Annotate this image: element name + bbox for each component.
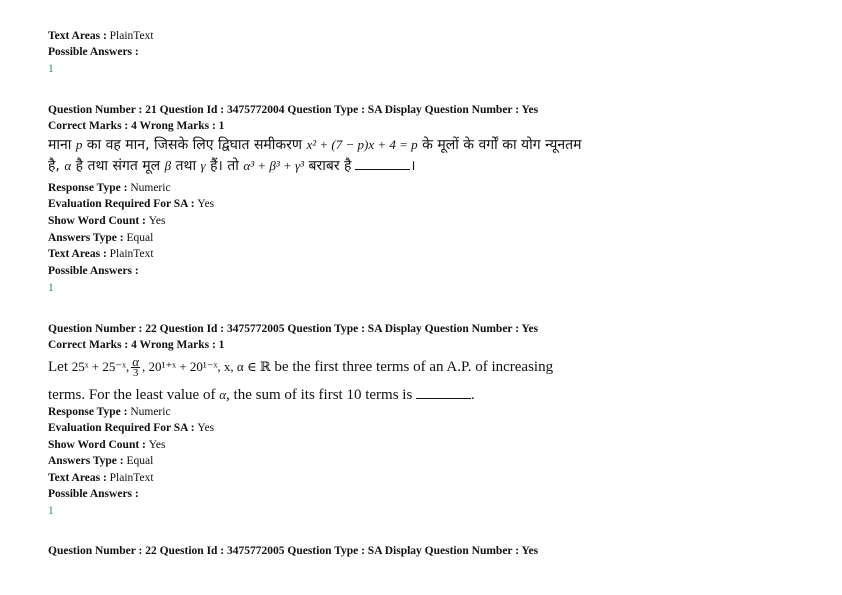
possible-answer: 1 — [48, 282, 54, 294]
question-header: Question Number : 22 Question Id : 3475772005 Question Type : SA Display Question Number : Yes — [48, 545, 539, 557]
text-areas-row: Text Areas : PlainText — [48, 472, 154, 484]
question-text-line-1: Let 25ˣ + 25⁻ˣ, $\frac{\alpha}{3}$ , 20¹⁺ˣ + 20¹⁻ˣ, x, α ∈ ℝ be the first three terms of an A.P. of increasing — [48, 354, 554, 379]
text-areas-label: Text Areas : — [48, 30, 110, 42]
fraction: $\frac{\alpha}{3}$ — [132, 354, 140, 379]
possible-answer: 1 — [48, 63, 54, 75]
answers-type-row: Answers Type : Equal — [48, 455, 154, 467]
word-count-row: Show Word Count : Yes — [48, 439, 166, 451]
question-text-line-2: है, α है तथा संगत मूल β तथा γ हैं। तो α³ + β³ + γ³ बराबर है । — [48, 158, 416, 174]
question-header: Question Number : 21 Question Id : 3475772004 Question Type : SA Display Question Number : Yes — [48, 104, 539, 116]
word-count-row: Show Word Count : Yes — [48, 215, 166, 227]
question-text-line-2: terms. For the least value of α, the sum of its first 10 terms is . — [48, 387, 475, 403]
possible-answers-label: Possible Answers : — [48, 46, 139, 58]
possible-answers-label: Possible Answers : — [48, 265, 139, 277]
text-areas-row: Text Areas : PlainText — [48, 248, 154, 260]
question-header: Question Number : 22 Question Id : 3475772005 Question Type : SA Display Question Number : Yes — [48, 323, 539, 335]
possible-answer: 1 — [48, 505, 54, 517]
text-areas-value: PlainText — [109, 30, 154, 42]
answer-blank — [416, 386, 471, 399]
answer-blank — [355, 157, 410, 170]
text-areas-row — [48, 29, 154, 43]
response-type-row: Response Type : Numeric — [48, 182, 171, 194]
possible-answers-label: Possible Answers : — [48, 488, 139, 500]
question-marks: Correct Marks : 4 Wrong Marks : 1 — [48, 339, 225, 351]
question-text-line-1: माना p का वह मान, जिसके लिए द्विघात समीकरण x² + (7 − p)x + 4 = p के मूलों के वर्गों का योग न्यूनतम — [48, 137, 582, 153]
evaluation-row: Evaluation Required For SA : Yes — [48, 198, 215, 210]
question-marks: Correct Marks : 4 Wrong Marks : 1 — [48, 120, 225, 132]
response-type-row: Response Type : Numeric — [48, 406, 171, 418]
evaluation-row: Evaluation Required For SA : Yes — [48, 422, 215, 434]
answers-type-row: Answers Type : Equal — [48, 232, 154, 244]
